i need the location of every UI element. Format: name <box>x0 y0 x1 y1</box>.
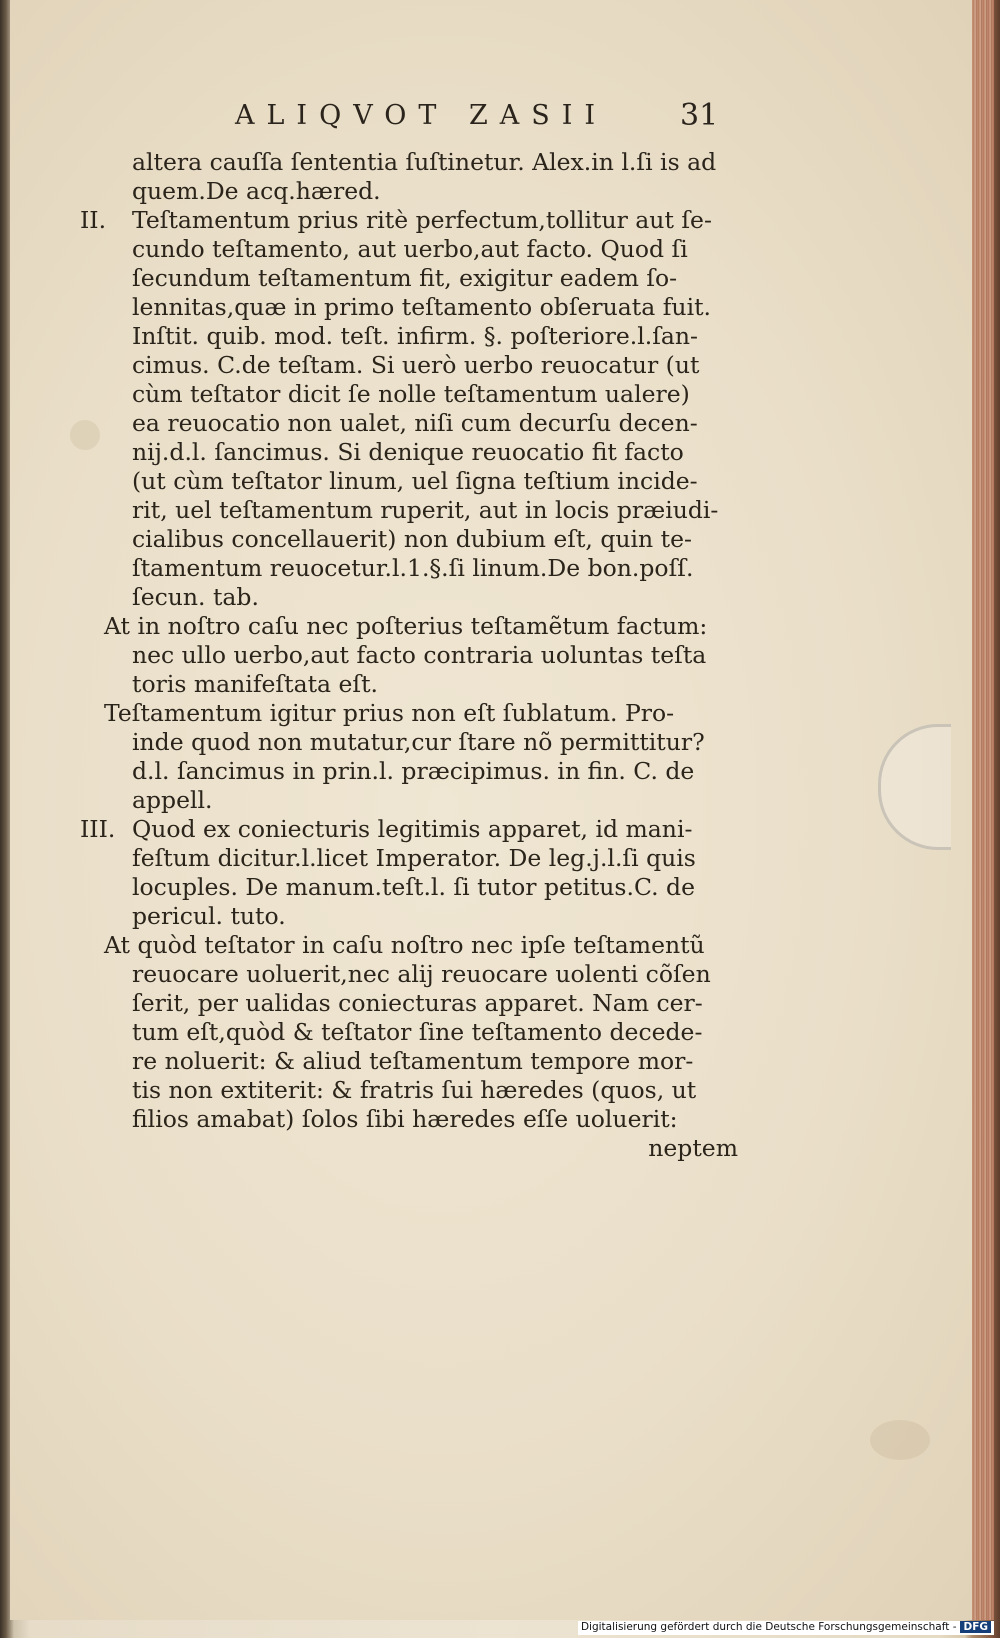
text-line <box>80 351 740 380</box>
line-text: tis non extiterit: & fratris ſui hæredes (quos, ut <box>132 1076 697 1104</box>
text-line <box>80 525 740 554</box>
text-line <box>80 960 740 989</box>
line-text: nec ullo uerbo,aut facto contraria uoluntas teſta <box>132 641 707 669</box>
line-text: ea reuocatio non ualet, niſi cum decurſu decen- <box>132 409 698 437</box>
text-line <box>80 699 740 728</box>
line-text: d.l. ſancimus in prin.l. præcipimus. in fin. C. de <box>132 757 695 785</box>
line-text: Quod ex coniecturis legitimis apparet, id mani- <box>132 815 693 843</box>
line-text: lennitas,quæ in primo teſtamento obſeruata fuit. <box>132 293 711 321</box>
text-line <box>80 409 740 438</box>
line-text: ſecun. tab. <box>132 583 259 611</box>
text-line <box>80 467 740 496</box>
line-text: quem.De acq.hæred. <box>132 177 381 205</box>
page-edges <box>972 0 994 1620</box>
text-line <box>80 1105 740 1134</box>
line-text: locuples. De manum.teſt.l. ſi tutor petitus.C. de <box>132 873 695 901</box>
text-line <box>80 496 740 525</box>
line-text: inde quod non mutatur,cur ſtare nõ permittitur? <box>132 728 705 756</box>
text-line <box>80 1076 740 1105</box>
section-number: II. <box>80 206 107 234</box>
digitization-credit <box>578 1621 994 1635</box>
line-text: At in noſtro caſu nec poſterius teſtamẽtum factum: <box>104 612 708 640</box>
text-line <box>80 583 740 612</box>
line-text: filios amabat) ſolos ſibi hæredes eſſe uoluerit: <box>132 1105 678 1133</box>
text-line <box>80 612 740 641</box>
section-number: III. <box>80 815 116 843</box>
running-head: ALIQVOT ZASII <box>235 100 608 131</box>
line-text: reuocare uoluerit,nec alij reuocare uolenti cõſen <box>132 960 711 988</box>
line-text: Teſtamentum prius ritè perfectum,tollitur aut ſe- <box>132 206 712 234</box>
text-line <box>80 1134 740 1163</box>
line-text: Teſtamentum igitur prius non eſt ſublatum. Pro- <box>104 699 675 727</box>
line-text: appell. <box>132 786 213 814</box>
line-text: At quòd teſtator in caſu noſtro nec ipſe teſtamentũ <box>104 931 705 959</box>
text-line <box>80 235 740 264</box>
text-line <box>80 1047 740 1076</box>
line-text: cimus. C.de teſtam. Si uerò uerbo reuocatur (ut <box>132 351 700 379</box>
text-line <box>80 264 740 293</box>
text-line <box>80 177 740 206</box>
text-line <box>80 815 740 844</box>
line-text: re noluerit: & aliud teſtamentum tempore mor- <box>132 1047 694 1075</box>
line-text: tum eſt,quòd & teſtator ſine teſtamento decede- <box>132 1018 703 1046</box>
line-text: feſtum dicitur.l.licet Imperator. De leg.j.l.ſi quis <box>132 844 696 872</box>
line-text: neptem <box>648 1134 738 1162</box>
text-line <box>80 728 740 757</box>
dfg-logo: DFG <box>960 1621 991 1633</box>
line-text: cialibus concellauerit) non dubium eſt, quin te- <box>132 525 692 553</box>
text-line <box>80 438 740 467</box>
text-line <box>80 554 740 583</box>
page-stain <box>870 1420 930 1460</box>
text-line <box>80 148 740 177</box>
text-line <box>80 989 740 1018</box>
line-text: Inſtit. quib. mod. teſt. infirm. §. poſteriore.l.ſan- <box>132 322 698 350</box>
text-line <box>80 322 740 351</box>
text-line <box>80 786 740 815</box>
line-text: altera cauſſa ſententia ſuſtinetur. Alex.in l.ſi is ad <box>132 148 717 176</box>
line-text: ſerit, per ualidas coniecturas apparet. Nam cer- <box>132 989 703 1017</box>
text-line <box>80 873 740 902</box>
line-text: toris manifeſtata eſt. <box>132 670 379 698</box>
text-line <box>80 670 740 699</box>
text-line <box>80 931 740 960</box>
line-text: cùm teſtator dicit ſe nolle teſtamentum ualere) <box>132 380 690 408</box>
line-text: rit, uel teſtamentum ruperit, aut in locis præiudi- <box>132 496 719 524</box>
text-line <box>80 380 740 409</box>
line-text: ſecundum teſtamentum fit, exigitur eadem ſo- <box>132 264 678 292</box>
text-line <box>80 757 740 786</box>
body-text <box>80 148 740 1163</box>
text-line <box>80 206 740 235</box>
text-line <box>80 641 740 670</box>
text-line <box>80 293 740 322</box>
line-text: cundo teſtamento, aut uerbo,aut facto. Quod ſi <box>132 235 688 263</box>
text-line <box>80 902 740 931</box>
credit-text: Digitalisierung gefördert durch die Deutsche Forschungsgemeinschaft - <box>580 1621 957 1633</box>
line-text: nij.d.l. ſancimus. Si denique reuocatio fit facto <box>132 438 684 466</box>
line-text: pericul. tuto. <box>132 902 286 930</box>
page-number: 31 <box>680 98 719 133</box>
text-line <box>80 1018 740 1047</box>
text-line <box>80 844 740 873</box>
line-text: (ut cùm teſtator linum, uel ſigna teſtium incide- <box>132 467 698 495</box>
line-text: ſtamentum reuocetur.l.1.§.ſi linum.De bon.poſſ. <box>132 554 694 582</box>
